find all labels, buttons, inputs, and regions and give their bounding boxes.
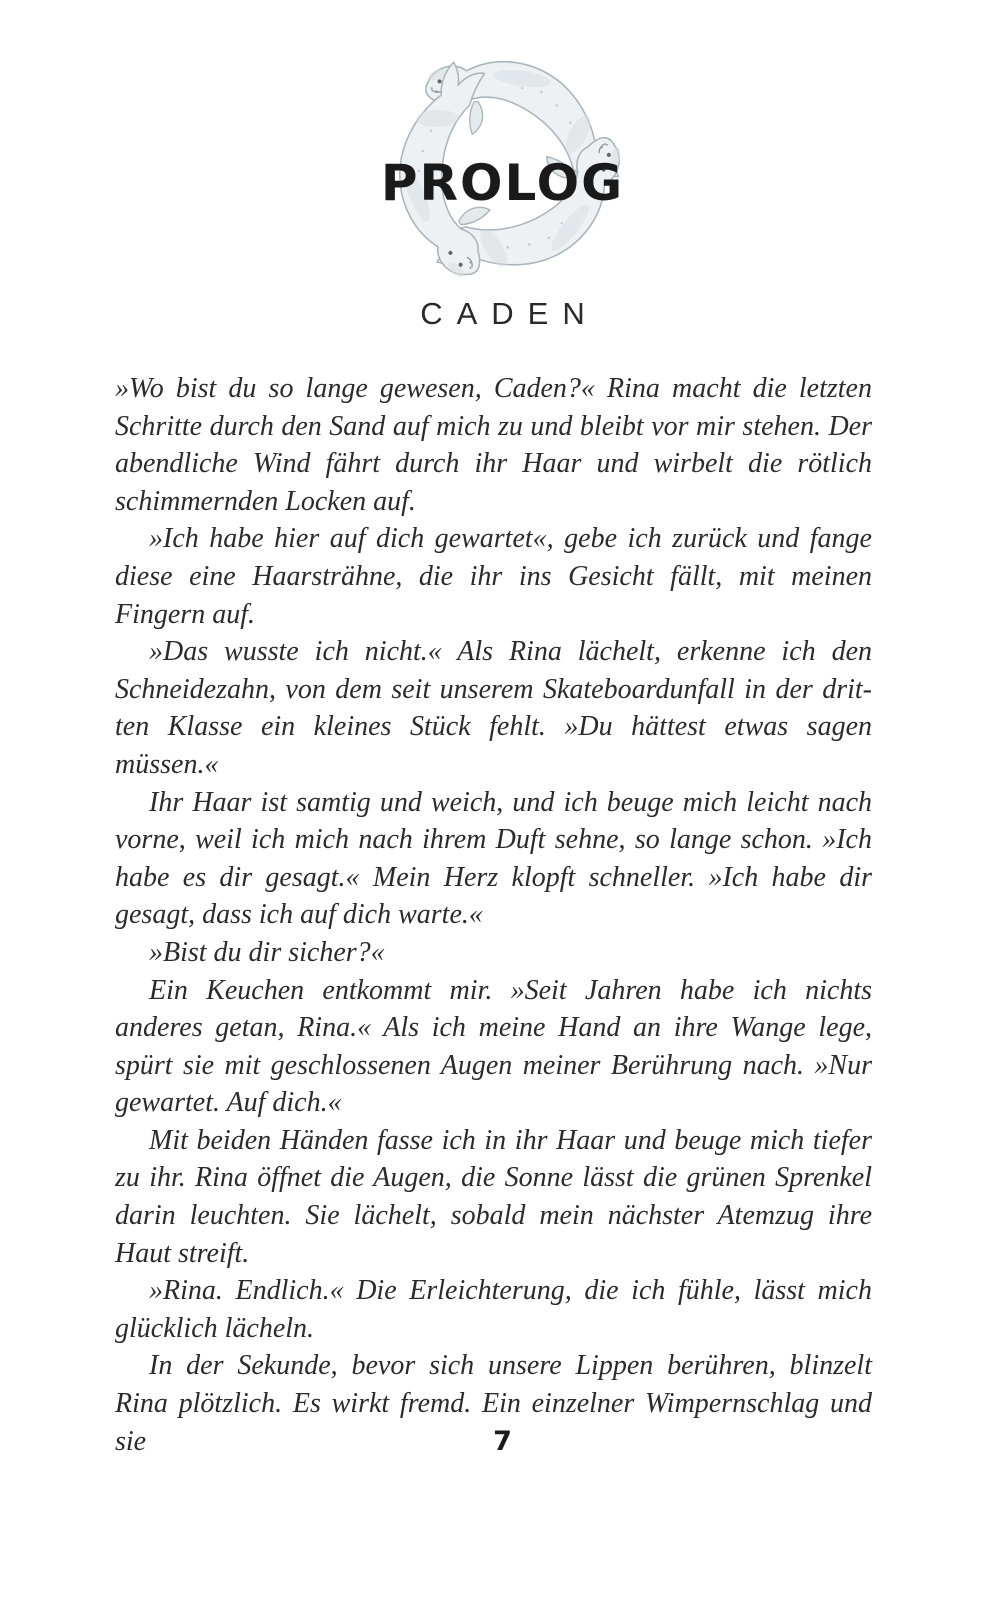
paragraph: »Rina. Endlich.« Die Erleichterung, die ich fühle, lässt mich glücklich lächeln.	[115, 1275, 872, 1344]
paragraph: »Bist du dir sicher?«	[149, 936, 385, 968]
paragraph: In der Sekunde, bevor sich unsere Lippen berühren, blinzelt Rina plötzlich. Es wirkt fremd. Ein einzelner Wimpernschlag und sie	[115, 1350, 872, 1457]
paragraph: »Ich habe hier auf dich gewartet«, gebe ich zurück und fange diese eine Haarsträhne, die ihr ins Gesicht fällt, mit meinen Fingern auf.	[115, 523, 872, 630]
chapter-title: PROLOG	[380, 154, 625, 212]
paragraph: »Wo bist du so lange gewesen, Caden?« Rina macht die letzten Schritte durch den Sand auf mich zu und bleibt vor mir stehen. Der abendliche Wind fährt durch ihr Haar und wirbelt die rötlich schimmernden Locken auf.	[115, 373, 872, 517]
chapter-subtitle: CADEN	[420, 296, 599, 331]
paragraph: Ihr Haar ist samtig und weich, und ich beuge mich leicht nach vorne, weil ich mich nach ihrem Duft sehne, so lange schon. »Ich habe es dir gesagt.« Mein Herz klopft schneller. »Ich habe dir gesagt, dass ich auf dich warte.«	[115, 786, 872, 931]
paragraph: Ein Keuchen entkommt mir. »Seit Jahren habe ich nichts anderes getan, Rina.« Als ich meine Hand an ihre Wange lege, spürt sie mit geschlossenen Augen meiner Berührung nach. »Nur gewartet. Auf dich.«	[115, 974, 872, 1119]
chapter-illustration-wrap	[378, 42, 628, 292]
paragraph: Mit beiden Händen fasse ich in ihr Haar und beuge mich tiefer zu ihr. Rina öffnet die Augen, die Sonne lässt die grünen Sprenkel darin leuchten. Sie lächelt, sobald mein nächster Atemzug ihre Haut streift.	[115, 1124, 872, 1269]
body-text	[115, 370, 872, 1460]
paragraph: »Das wusste ich nicht.« Als Rina lächelt, erkenne ich den Schneidezahn, von dem seit unserem Skateboardunfall in der dritten Klasse ein kleines Stück fehlt. »Du hättest etwas sagen müssen.«	[115, 636, 872, 780]
page-number: 7	[493, 1426, 512, 1457]
chapter-header	[0, 42, 1005, 332]
